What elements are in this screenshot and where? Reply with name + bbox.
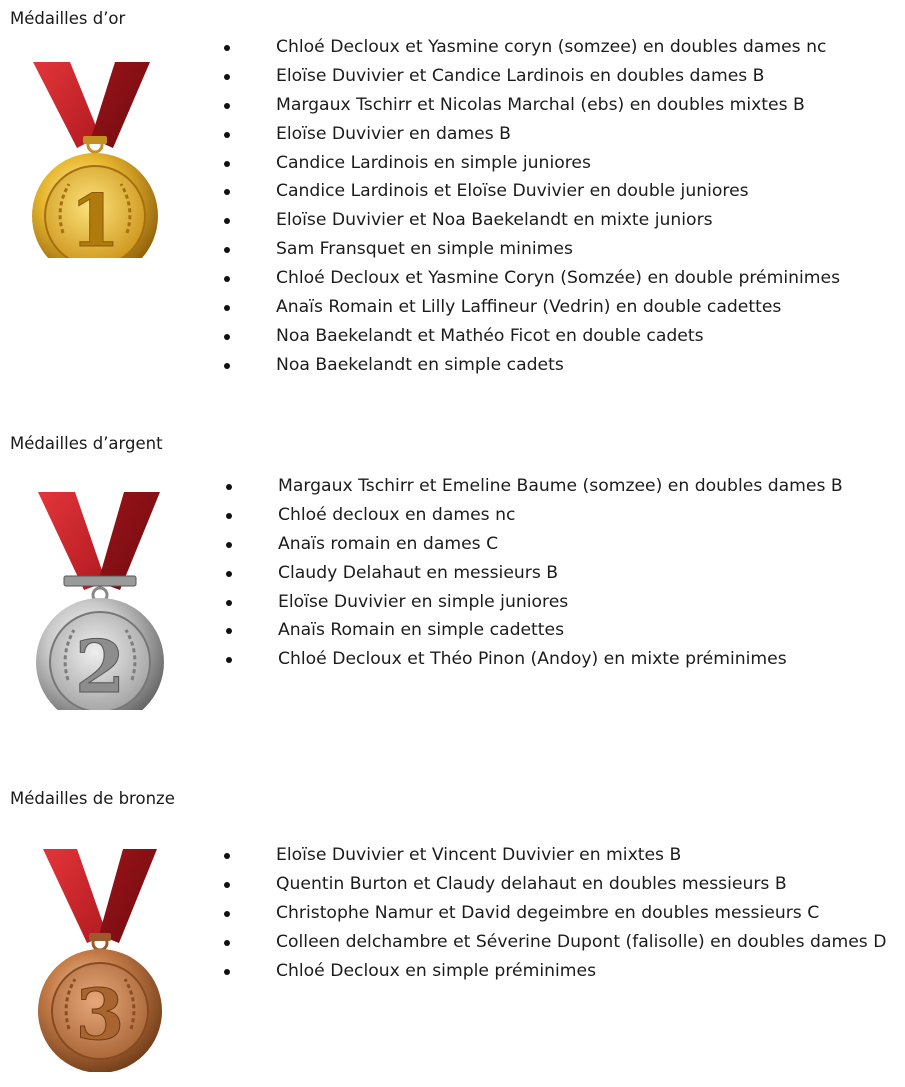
list-item: Candice Lardinois en simple juniores — [276, 149, 840, 178]
medal-number: 3 — [75, 973, 125, 1056]
medal-number: 2 — [74, 624, 126, 709]
silver-section — [0, 420, 905, 780]
list-item: Anaïs romain en dames C — [278, 530, 843, 559]
list-item: Chloé Decloux en simple préminimes — [276, 957, 886, 986]
list-item: Claudy Delahaut en messieurs B — [278, 559, 843, 588]
silver-medal-list — [278, 472, 843, 674]
list-item: Colleen delchambre et Séverine Dupont (falisolle) en doubles dames D — [276, 928, 886, 957]
silver-medal-icon — [30, 490, 170, 710]
section-heading-silver: Médailles d’argent — [10, 434, 163, 453]
gold-medal-list — [276, 33, 840, 380]
list-item: Eloïse Duvivier et Vincent Duvivier en mixtes B — [276, 841, 886, 870]
list-item: Eloïse Duvivier et Noa Baekelandt en mixte juniors — [276, 206, 840, 235]
bronze-medal-icon — [37, 847, 167, 1072]
list-item: Eloïse Duvivier en dames B — [276, 120, 840, 149]
bronze-medal-list — [276, 841, 886, 985]
list-item: Quentin Burton et Claudy delahaut en doubles messieurs B — [276, 870, 886, 899]
list-item: Chloé Decloux et Yasmine coryn (somzee) en doubles dames nc — [276, 33, 840, 62]
list-item: Chloé Decloux et Yasmine Coryn (Somzée) en double préminimes — [276, 264, 840, 293]
list-item: Anaïs Romain et Lilly Laffineur (Vedrin) en double cadettes — [276, 293, 840, 322]
list-item: Chloé decloux en dames nc — [278, 501, 843, 530]
section-heading-bronze: Médailles de bronze — [10, 789, 175, 808]
list-item: Noa Baekelandt et Mathéo Ficot en double cadets — [276, 322, 840, 351]
gold-medal-icon — [25, 58, 160, 258]
bronze-section — [0, 780, 905, 1087]
list-item: Noa Baekelandt en simple cadets — [276, 351, 840, 380]
list-item: Chloé Decloux et Théo Pinon (Andoy) en mixte préminimes — [278, 645, 843, 674]
list-item: Christophe Namur et David degeimbre en doubles messieurs C — [276, 899, 886, 928]
list-item: Margaux Tschirr et Emeline Baume (somzee) en doubles dames B — [278, 472, 843, 501]
list-item: Candice Lardinois et Eloïse Duvivier en double juniores — [276, 177, 840, 206]
medal-number: 1 — [69, 178, 121, 258]
section-heading-gold: Médailles d’or — [10, 9, 126, 28]
list-item: Eloïse Duvivier en simple juniores — [278, 588, 843, 617]
gold-section — [0, 0, 905, 420]
list-item: Margaux Tschirr et Nicolas Marchal (ebs) en doubles mixtes B — [276, 91, 840, 120]
list-item: Eloïse Duvivier et Candice Lardinois en doubles dames B — [276, 62, 840, 91]
list-item: Sam Fransquet en simple minimes — [276, 235, 840, 264]
list-item: Anaïs Romain en simple cadettes — [278, 616, 843, 645]
